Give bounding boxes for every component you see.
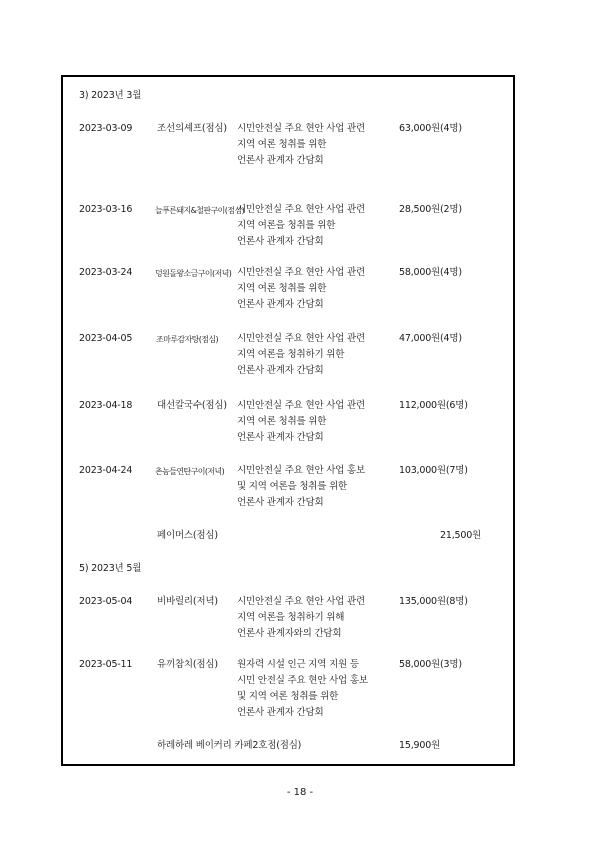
section-heading-march: 3) 2023년 3월 (79, 90, 142, 101)
entry-purpose-line: 지역 여론을 청취하기 위해 (237, 612, 345, 623)
entry-place: 조마루감자탕(점심) (156, 335, 219, 344)
entry-purpose-line: 시민안전실 주요 현안 사업 홍보 (237, 465, 365, 476)
entry-amount: 58,000원(3명) (399, 659, 462, 670)
entry-purpose-line: 시민 안전실 주요 현안 사업 홍보 (237, 675, 368, 686)
entry-purpose-line: 언론사 관계자 간담회 (237, 299, 324, 310)
entry-purpose-line: 지역 여론 청취를 위한 (237, 139, 327, 150)
entry-purpose-line: 시민안전실 주요 현안 사업 관련 (237, 596, 365, 607)
entry-purpose-line: 지역 여론을 청취를 위한 (237, 220, 336, 231)
entry-purpose-line: 지역 여론 청취를 위한 (237, 283, 327, 294)
entry-date: 2023-05-04 (79, 596, 133, 607)
entry-purpose-line: 원자력 시설 인근 지역 지원 등 (237, 659, 359, 670)
entry-purpose-line: 언론사 관계자 간담회 (237, 365, 324, 376)
entry-amount: 112,000원(6명) (399, 400, 468, 411)
entry-purpose-line: 시민안전실 주요 현안 사업 관련 (237, 123, 365, 134)
entry-purpose-line: 언론사 관계자 간담회 (237, 236, 324, 247)
entry-purpose-line: 및 지역 여론을 청취를 위한 (237, 481, 348, 492)
entry-place: 페이머스(점심) (157, 530, 218, 541)
entry-place: 촌놈들연탄구이(저녁) (155, 467, 225, 476)
page-number: - 18 - (286, 787, 314, 798)
entry-amount: 63,000원(4명) (399, 123, 462, 134)
entry-purpose-line: 언론사 관계자 간담회 (237, 707, 324, 718)
entry-purpose-line: 시민안전실 주요 현안 사업 관련 (237, 400, 365, 411)
entry-amount: 21,500원 (440, 530, 482, 541)
entry-place: 늘푸른돼지&철판구이(점심) (155, 206, 245, 215)
entry-purpose-line: 언론사 관계자와의 간담회 (237, 628, 342, 639)
entry-purpose-line: 언론사 관계자 간담회 (237, 432, 324, 443)
entry-date: 2023-05-11 (79, 659, 133, 670)
entry-purpose-line: 언론사 관계자 간담회 (237, 497, 324, 508)
entry-amount: 58,000원(4명) (399, 267, 462, 278)
entry-place: 비바릴리(저녁) (157, 596, 218, 607)
entry-amount: 135,000원(8명) (399, 596, 468, 607)
entry-date: 2023-04-05 (79, 333, 133, 344)
entry-place: 유끼참치(점심) (157, 659, 218, 670)
entry-date: 2023-04-18 (79, 400, 133, 411)
entry-purpose-line: 언론사 관계자 간담회 (237, 155, 324, 166)
entry-purpose-line: 시민안전실 주요 현안 사업 관련 (237, 204, 365, 215)
entry-amount: 15,900원 (399, 740, 441, 751)
entry-amount: 28,500원(2명) (399, 204, 462, 215)
entry-purpose-line: 시민안전실 주요 현안 사업 관련 (237, 333, 365, 344)
section-heading-may: 5) 2023년 5월 (79, 563, 142, 574)
entry-purpose-line: 및 지역 여론 청취를 위한 (237, 691, 339, 702)
entry-place: 하레하레 베이커리 카페2호점(점심) (157, 740, 302, 751)
entry-place: 조선의셰프(점심) (157, 123, 227, 134)
entry-amount: 103,000원(7명) (399, 465, 468, 476)
entry-date: 2023-03-09 (79, 123, 133, 134)
entry-place: 덩원돌왕소금구이(저녁) (155, 269, 232, 278)
entry-amount: 47,000원(4명) (399, 333, 462, 344)
entry-date: 2023-03-24 (79, 267, 133, 278)
entry-purpose-line: 지역 여론 청취를 위한 (237, 416, 327, 427)
entry-purpose-line: 지역 여론을 청취하기 위한 (237, 349, 345, 360)
entry-place: 대선칼국수(점심) (157, 400, 227, 411)
entry-date: 2023-04-24 (79, 465, 133, 476)
entry-purpose-line: 시민안전실 주요 현안 사업 관련 (237, 267, 365, 278)
entry-date: 2023-03-16 (79, 204, 133, 215)
